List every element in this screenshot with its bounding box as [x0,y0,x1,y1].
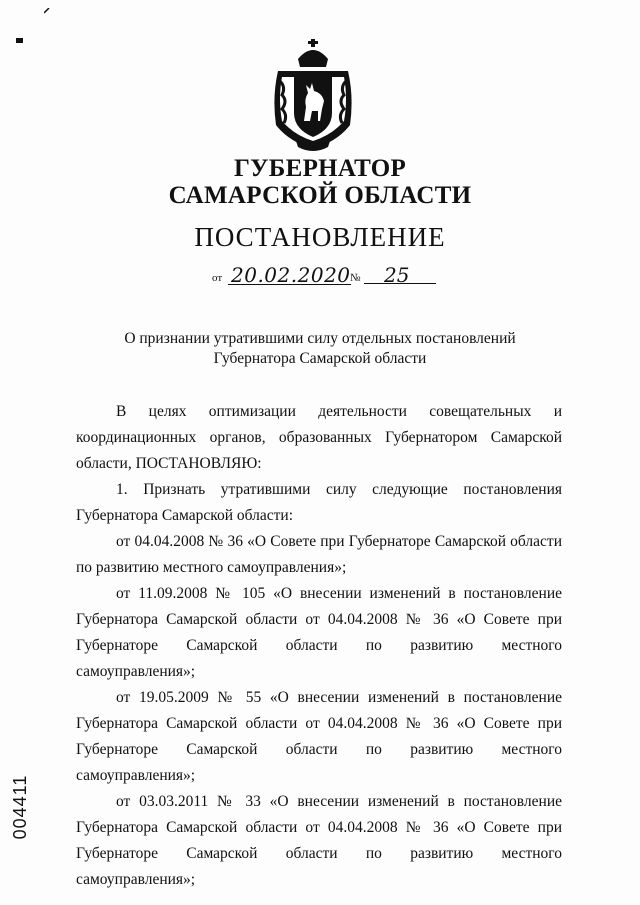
stamp-number: 004411 [10,774,30,840]
body-paragraph: от 04.04.2008 № 36 «О Совете при Губернаторе Самарской области по развитию местного самоуправления»; [76,533,562,576]
body-paragraph: В целях оптимизации деятельности совещательных и координационных органов, образованных Губернатором Самарской области, ПОСТАНОВЛЯЮ: [76,403,562,472]
body-paragraph: от 11.09.2008 № 105 «О внесении изменений в постановление Губернатора Самарской области от 04.04.2008 № 36 «О Совете при Губернаторе Самарской области по развитию местного самоуправления»; [76,585,562,680]
body-paragraph: от 03.03.2011 № 33 «О внесении изменений в постановление Губернатора Самарской области от 04.04.2008 № 36 «О Совете при Губернаторе Самарской области по развитию местного самоуправления»; [76,793,562,888]
document-number: 25 [364,263,436,284]
issuer-title-line2: САМАРСКОЙ ОБЛАСТИ [168,182,472,209]
registration-stamp [10,772,32,842]
date-prefix-label: от [212,272,223,284]
document-body [76,399,562,893]
samara-coat-of-arms-icon [268,37,358,155]
issuer-title-line1: ГУБЕРНАТОР [233,155,407,182]
subject-line: Губернатора Самарской области [213,350,427,367]
document-subject [0,329,640,369]
body-paragraph: от 19.05.2009 № 55 «О внесении изменений в постановление Губернатора Самарской области от 04.04.2008 № 36 «О Совете при Губернаторе Самарской области по развитию местного самоуправления»; [76,689,562,784]
subject-line: О признании утратившими силу отдельных постановлений [124,330,516,347]
document-date: 20.02.2020 [228,263,351,285]
scan-mark-icon [44,8,50,14]
scan-mark-icon [16,38,23,43]
dateline [212,263,442,287]
body-paragraph: 1. Признать утратившими силу следующие постановления Губернатора Самарской области: [76,481,562,524]
number-sign-label: № [350,272,361,284]
document-type-title: ПОСТАНОВЛЕНИЕ [194,222,446,252]
